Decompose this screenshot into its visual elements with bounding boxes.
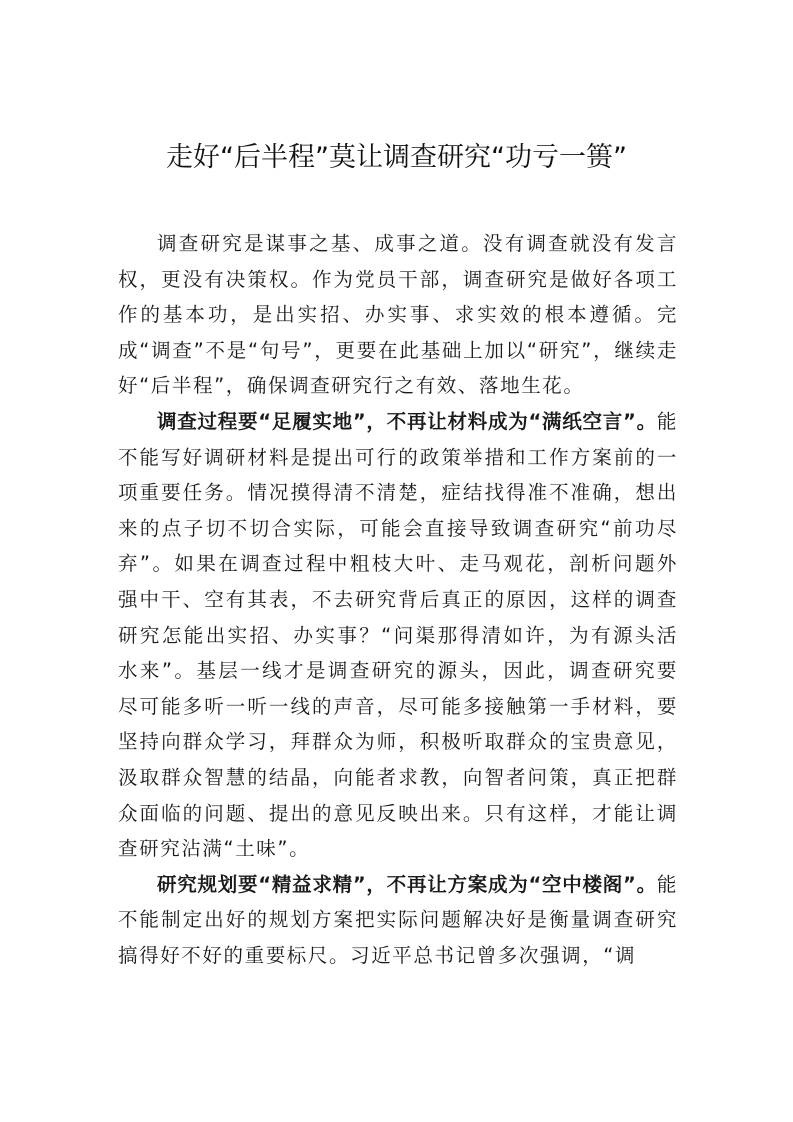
document-body — [118, 226, 678, 973]
paragraph-intro — [118, 226, 678, 404]
document-title: 走好“后半程”莫让调查研究“功亏一篑” — [166, 142, 627, 173]
paragraph-investigation — [118, 404, 678, 867]
paragraph-text: 调查研究是谋事之基、成事之道。没有调查就没有发言权，更没有决策权。作为党员干部，调查研究是做好各项工作的基本功，是出实招、办实事、求实效的根本遵循。完成“调查”不是“句号”，更要在此基础上加以“研究”，继续走好“后半程”，确保调查研究行之有效、落地生花。 — [118, 232, 678, 398]
paragraph-lead-heading: 调查过程要“足履实地”，不再让材料成为“满纸空言”。 — [157, 409, 657, 433]
paragraph-text: 能不能写好调研材料是提出可行的政策举措和工作方案前的一项重要任务。情况摸得清不清楚，症结找得准不准确，想出来的点子切不切合实际，可能会直接导致调查研究“前功尽弃”。如果在调查过程中粗枝大叶、走马观花，剖析问题外强中干、空有其表，不去研究背后真正的原因，这样的调查研究怎能出实招、办实事？“问渠那得清如许，为有源头活水来”。基层一线才是调查研究的源头，因此，调查研究要尽可能多听一听一线的声音，尽可能多接触第一手材料，要坚持向群众学习，拜群众为师，积极听取群众的宝贵意见，汲取群众智慧的结晶，向能者求教，向智者问策，真正把群众面临的问题、提出的意见反映出来。只有这样，才能让调查研究沾满“土味”。 — [118, 409, 678, 861]
paragraph-lead-heading: 研究规划要“精益求精”，不再让方案成为“空中楼阁”。 — [157, 872, 657, 896]
paragraph-planning — [118, 867, 678, 974]
paragraph-text: 能不能制定出好的规划方案把实际问题解决好是衡量调查研究搞得好不好的重要标尺。习近平总书记曾多次强调，“调 — [118, 872, 678, 967]
